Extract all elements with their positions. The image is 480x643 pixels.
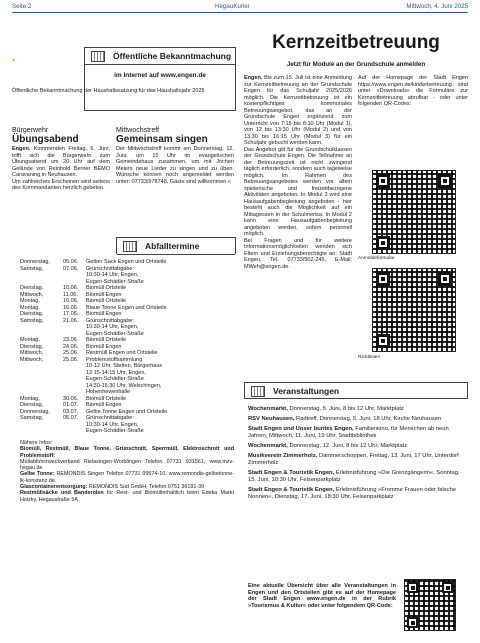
buergerwehr-lead: Engen. — [12, 146, 31, 153]
abfall-event: 10:30-14 Uhr, Engen, — [86, 272, 139, 278]
infos-text-2: REMONDIS Singen Telefon 07731 99574-10, www.remondis-gelbetonne-lk-konstanz.de. — [20, 471, 234, 484]
abfall-date — [63, 428, 86, 435]
events-icon — [251, 386, 265, 397]
abfall-day: Montag, — [20, 298, 40, 304]
kern-col2 — [358, 75, 468, 108]
header-rule — [12, 12, 468, 13]
abfall-event: Problemstoffsammlung — [86, 356, 143, 363]
qr-code-richtlinien[interactable] — [372, 268, 456, 352]
buergerwehr-headline: Übungsabend — [12, 133, 79, 145]
event-details: Erlebnisführung »Die Grenzgängerin«, Sonntag, 15. Juni, 10:30 Uhr, Felsenparkplatz — [248, 470, 460, 483]
abfall-day: Donnerstag, — [20, 259, 50, 265]
abfall-day: Mittwoch, — [20, 291, 44, 298]
event-details: Familienkino, für Menschen ab neun Jahren, Mittwoch, 11. Juni, 19 Uhr, Stadtbibliothek — [248, 426, 449, 439]
abfall-day — [20, 428, 63, 435]
crop-mark: ▪ — [12, 55, 16, 65]
abfall-day: Dienstag, — [20, 285, 44, 291]
abfall-event: Gelbe Tonne Engen und Ortsteile — [86, 408, 168, 415]
abfall-event: 10:30-14 Uhr, Engen, — [86, 421, 139, 428]
notice-title — [85, 48, 235, 65]
infos-label: Nähere Infos: — [20, 440, 53, 446]
event-item — [248, 426, 466, 440]
notice-body: Öffentliche Bekanntmachung der Haushaltssatzung für das Haushaltsjahr 2025 — [12, 88, 205, 94]
abfall-event: 12:15-14:15 Uhr, Engen, — [86, 369, 146, 376]
qr-code-anmeldeformular[interactable] — [372, 170, 456, 254]
buergerwehr-body2: Um zahlreiches Erscheinen wird seitens des Kommandanten herzlich gebeten. — [12, 178, 110, 192]
events-list — [248, 406, 466, 504]
kern-subhead: Jetzt für Module an der Grundschule anmelden — [286, 61, 426, 68]
abfall-date: 03.07. — [63, 408, 79, 415]
abfall-day: Dienstag, — [20, 311, 44, 317]
kern-headline: Kernzeitbetreuung — [272, 32, 440, 53]
event-name: Stadt Engen & Touristik Engen, — [248, 470, 335, 476]
abfall-day: Samstag, — [20, 265, 44, 272]
abfall-infos — [20, 440, 234, 503]
event-details: Erlebnisführung »Fromme Frauen oder falsche Nonnen«, Dienstag, 17. Juni, 18:30 Uhr, Felsenparkplatz — [248, 487, 457, 500]
abfall-day: Dienstag, — [20, 402, 44, 408]
mittwochstreff-article — [116, 128, 234, 185]
qr1-caption: Anmeldeformular — [358, 256, 395, 261]
abfall-event: Blaue Tonne Engen und Ortsteile — [86, 304, 167, 311]
abfall-event: Eugen-Schädler-Straße — [86, 330, 144, 337]
event-details: Donnerstag, 12. Juni, 8 bis 12 Uhr, Marktplatz — [287, 443, 408, 449]
buergerwehr-article — [12, 128, 110, 192]
abfall-event: 14:30-16:30 Uhr, Welschingen, — [86, 382, 162, 389]
abfall-event: Eugen-Schädler-Straße — [86, 376, 144, 382]
buergerwehr-body: Kommenden Freitag, 6. Juni, trifft sich die Bürgerwehr zum Übungsabend um 20 Uhr auf dem Gelände von Reinhold Berner BEMO Caravaning in Neuhausen. — [12, 146, 110, 179]
paper-name: HegauKurier — [215, 3, 250, 10]
event-name: RSV Neuhausen, — [248, 416, 295, 422]
abfall-date: 10.06. — [63, 285, 79, 291]
abfall-date: 07.06. — [63, 265, 79, 272]
mittwochstreff-body: Der Mittwochstreff kommt am Donnerstag, 12. Juni, um 15 Uhr im evangelischen Gemeindehaus zusammen, um mit Jochen Meiers neue Lieder zu singen und zu üben. Wünsche können noch angemeldet werden unter: 07733/978748. Gäste sind willkommen.« — [116, 146, 234, 185]
abfall-box — [116, 237, 236, 254]
abfall-event: 10:30-14 Uhr, Engen, — [86, 324, 139, 330]
event-item — [248, 443, 466, 450]
abfall-day: Samstag, — [20, 317, 44, 324]
abfall-event: Biomüll Ortsteile — [86, 395, 127, 402]
abfall-date: 23.06. — [63, 337, 79, 343]
infos-bold-2: Gelbe Tonne: — [20, 471, 55, 478]
event-details: Radtreff, Donnerstag, 5. Juni, 18 Uhr, Kirche Neuhausen — [294, 416, 442, 422]
event-details: Donnerstag, 5. Juni, 8 bis 12 Uhr, Marktplatz — [287, 406, 404, 412]
abfall-icon — [123, 241, 137, 252]
abfall-date: 05.07. — [63, 415, 79, 421]
abfall-date: 05.06. — [63, 259, 79, 265]
event-item — [248, 406, 466, 413]
abfall-table — [20, 259, 234, 435]
abfall-day: Montag, — [20, 304, 40, 311]
infos-bold-1: Biomüll, Restmüll, Blaue Tonne, Grünschnitt, Sperrmüll, Elektroschrott und Problemstoff: — [20, 446, 234, 459]
abfall-event: 10-12 Uhr, Stetten, Bürgerhaus — [86, 363, 163, 369]
mittwochstreff-kicker: Mittwochstreff — [116, 127, 160, 134]
abfall-day: Mittwoch, — [20, 356, 44, 363]
abfall-day: Samstag, — [20, 415, 44, 421]
event-name: Stadt Engen und Unser buntes Engen, — [248, 426, 354, 432]
infos-bold-4: Restmüllsäcke und Banderolen — [20, 490, 104, 497]
abfall-date: 25.06. — [63, 350, 79, 356]
abfall-event: Biomüll Engen — [86, 343, 122, 350]
event-name: Wochenmarkt, — [248, 443, 288, 449]
abfall-date: 24.06. — [63, 343, 79, 350]
abfall-date: 16.06. — [63, 304, 79, 311]
event-name: Wochenmarkt, — [248, 406, 288, 412]
abfall-date: 01.07. — [63, 402, 79, 408]
abfall-date: 30.06. — [63, 395, 79, 402]
abfall-event: Eugen-Schädler-Straße — [86, 278, 144, 285]
infos-text-4: für Rest- und Biomüllerhältlich beim Edeka Markt Holzky, Hegaustraße 5A — [20, 490, 234, 503]
event-item — [248, 416, 466, 423]
abfall-row — [20, 428, 234, 435]
notice-title-text: Öffentliche Bekanntmachung — [113, 51, 232, 61]
event-item — [248, 470, 466, 484]
abfall-title-text: Abfalltermine — [145, 241, 200, 251]
kern-body-2: Das Angebot gilt für die Grundschulklassen der Grundschule Engen. Die Teilnahme an der Betreuungszeit ist nicht zwingend täglich erforderlich, sondern auch tageweise möglich. Im Rahmen des Betreuungsangebotes werden vor allem spielerische und freizeitbezogene Aktivitäten angeboten. In Modul 3 wird eine Hausaufgabenbegleitung angeboten - hier besteht auch die Möglichkeit auf ein Mittagessen in der Schulmensa. In Modul 2 kann eine Hausaufgabenbegleitung angeboten werden, sofern personell möglich. — [244, 146, 352, 237]
events-footer: Eine aktuelle Übersicht über alle Veranstaltungen in Engen und den Ortsteilen gibt es auf der Homepage der Stadt Engen www.engen.de in der Rubrik »Tourismus & Kultur« oder unter folgendem QR-Code: — [248, 583, 396, 609]
abfall-event: Biomüll Engen — [86, 291, 122, 298]
abfall-event: Grünschnittabgabe: — [86, 317, 135, 324]
abfall-date: 21.06. — [63, 317, 79, 324]
events-title-text: Veranstaltungen — [273, 386, 340, 396]
abfall-title — [117, 238, 235, 255]
event-item — [248, 453, 466, 467]
event-details: Dämmerschoppen, Freitag, 13. Juni, 17 Uhr, Unterdorf Zimmerholz — [248, 453, 459, 466]
page-header — [0, 0, 480, 14]
infos-text-1: Müllabfuhrzweckverband Rielasingen-Worblingen Telefon 07731 931561, www.mzv-hegau.de — [20, 458, 234, 472]
event-item — [248, 487, 466, 501]
abfall-event: Biomüll Engen — [86, 402, 122, 408]
abfall-event: Restmüll Engen und Ortsteile — [86, 350, 158, 356]
abfall-event: Grünschnittabgabe: — [86, 265, 135, 272]
abfall-day: Mittwoch, — [20, 350, 44, 356]
abfall-event: Hohenhewenhalle — [86, 389, 131, 395]
kern-lead: Engen. — [244, 75, 263, 81]
kern-col1 — [244, 75, 352, 270]
abfall-day: Donnerstag, — [20, 408, 50, 415]
kern-body-1: Bis zum 15. Juli ist eine Anmeldung zur Kernzeitbetreuung an der Grundschule Engen für das Schuljahr 2025/2026 möglich. Die Kernzeitbetreuung ist ein kostenpflichtiges kommunales Betreuungsangebot, das an der Grundschule Engen ergänzend zum Unterricht von 7:15 bis 8:10 Uhr (Modul 1), von 12 bis 13:30 Uhr (Modul 2) und von 13:30 bis 16:15 Uhr (Modul 3) für ein Schuljahr gebucht werden kann. — [244, 75, 352, 146]
infos-bold-3: Glascontainerentsorgung: — [20, 484, 88, 491]
qr-code-veranstaltungen[interactable] — [404, 579, 456, 631]
abfall-event: Biomüll Ortsteile — [86, 285, 127, 291]
abfall-date: 11.06. — [63, 291, 78, 298]
kern-body-4: Auf der Homepage der Stadt Engen https://www.engen.de/kinderbetreuung sind unter »Downloads« die Formulare zur Kernzeitbetreuung abrufbar - oder unter folgenden QR-Codes: — [358, 75, 468, 107]
event-name: Musikverein Zimmerholz, — [248, 453, 318, 459]
events-title — [245, 383, 467, 399]
abfall-event: Gelber Sack Engen und Ortsteile — [86, 259, 167, 265]
abfall-date: 25.06. — [63, 356, 79, 363]
abfall-event: Biomüll Ortsteile — [86, 337, 127, 343]
abfall-event: Grünschnittabgabe: — [86, 415, 135, 421]
buergerwehr-kicker: Bürgerwehr — [12, 127, 49, 134]
abfall-day: Dienstag, — [20, 343, 44, 350]
abfall-event: Biomüll Ortsteile — [86, 298, 127, 304]
abfall-date: 17.06. — [63, 311, 79, 317]
qr2-caption: Richtlinien — [358, 355, 381, 360]
page-number: Seite 2 — [12, 3, 32, 10]
mittwochstreff-headline: Gemeinsam singen — [116, 133, 208, 145]
event-name: Stadt Engen & Touristik Engen, — [248, 487, 335, 493]
abfall-event: Biomüll Engen — [86, 311, 122, 317]
abfall-day: Montag, — [20, 395, 40, 402]
abfall-event: Eugen-Schädler-Straße — [86, 428, 144, 434]
events-box — [244, 382, 468, 399]
abfall-date: 16.06. — [63, 298, 79, 304]
issue-date: Mittwoch, 4. Juni 2025 — [406, 3, 468, 10]
infos-text-3: REMONDIS Süd GmbH, Telefon 0751 36191-39 — [87, 484, 205, 491]
notice-subtitle: im Internet auf www.engen.de — [114, 72, 206, 79]
kern-body-3: Bei Fragen und für weitere Informationsmöglichkeiten wenden sich Eltern und Erziehungsberechtigte an: Stadt Engen, Tel. 07733/502-245, E-Mail: MWeh@engen.de. — [244, 237, 352, 270]
abfall-day: Montag, — [20, 337, 40, 343]
notice-icon — [91, 51, 105, 62]
